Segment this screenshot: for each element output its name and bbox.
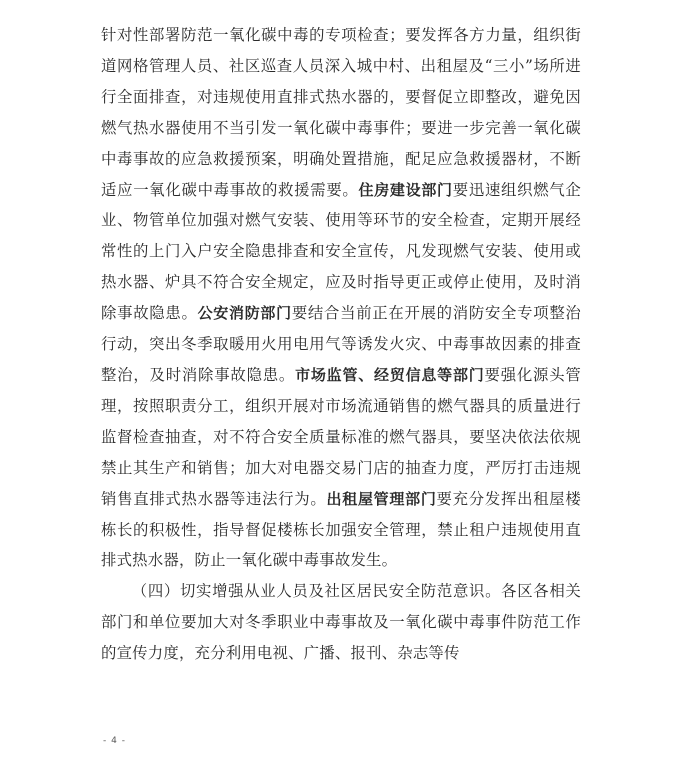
paragraph-text: 针对性部署防范一氧化碳中毒的专项检查；要发挥各方力量，组织街道网格管理人员、社区巡查人员深入城中村、出租屋及“三小”场所进行全面排查，对违规使用直排式热水器的，要督促立即整改，避免因燃气热水器使用不当引发一氧化碳中毒事件；要进一步完善一氧化碳中毒事故的应急救援预案，明确处置措施，配足应急救援器材，不断适应一氧化碳中毒事故的救援需要。 xyxy=(101,26,581,199)
section-heading: （四）切实增强从业人员及社区居民安全防范意识。 xyxy=(131,582,502,601)
paragraph-text: 要强化源头管理，按照职责分工，组织开展对市场流通销售的燃气器具的质量进行监督检查抽查，对不符合安全质量标准的燃气器具，要坚决依法依规禁止其生产和销售；加大对电器交易门店的抽查力度，严厉打击违规销售直排式热水器等违法行为。 xyxy=(101,365,581,508)
department-heading: 出租屋管理部门 xyxy=(326,489,437,508)
paragraph-text: 各区各相关部门和单位要加大对冬季职业中毒事故及一氧化碳中毒事件防范工作的宣传力度，充分利用电视、广播、报刊、杂志等传 xyxy=(101,582,581,663)
paragraph-section-four xyxy=(101,576,581,669)
paragraph-continued xyxy=(101,20,581,576)
document-body xyxy=(101,20,581,669)
department-heading: 市场监管、经贸信息等部门 xyxy=(295,365,485,384)
department-heading: 住房建设部门 xyxy=(358,180,453,199)
paragraph-text: 要迅速组织燃气企业、物管单位加强对燃气安装、使用等环节的安全检查，定期开展经常性的上门入户安全隐患排查和安全宣传，凡发现燃气安装、使用或热水器、炉具不符合安全规定，应及时指导更正或停止使用，及时消除事故隐患。 xyxy=(101,180,582,323)
page-number: - 4 - xyxy=(103,736,126,746)
paragraph-text: 要充分发挥出租屋楼栋长的积极性，指导督促楼栋长加强安全管理，禁止租户违规使用直排式热水器，防止一氧化碳中毒事故发生。 xyxy=(101,489,581,570)
department-heading: 公安消防部门 xyxy=(197,304,292,323)
paragraph-text: 要结合当前正在开展的消防安全专项整治行动，突出冬季取暖用火用电用气等诱发火灾、中毒事故因素的排查整治，及时消除事故隐患。 xyxy=(101,304,582,384)
